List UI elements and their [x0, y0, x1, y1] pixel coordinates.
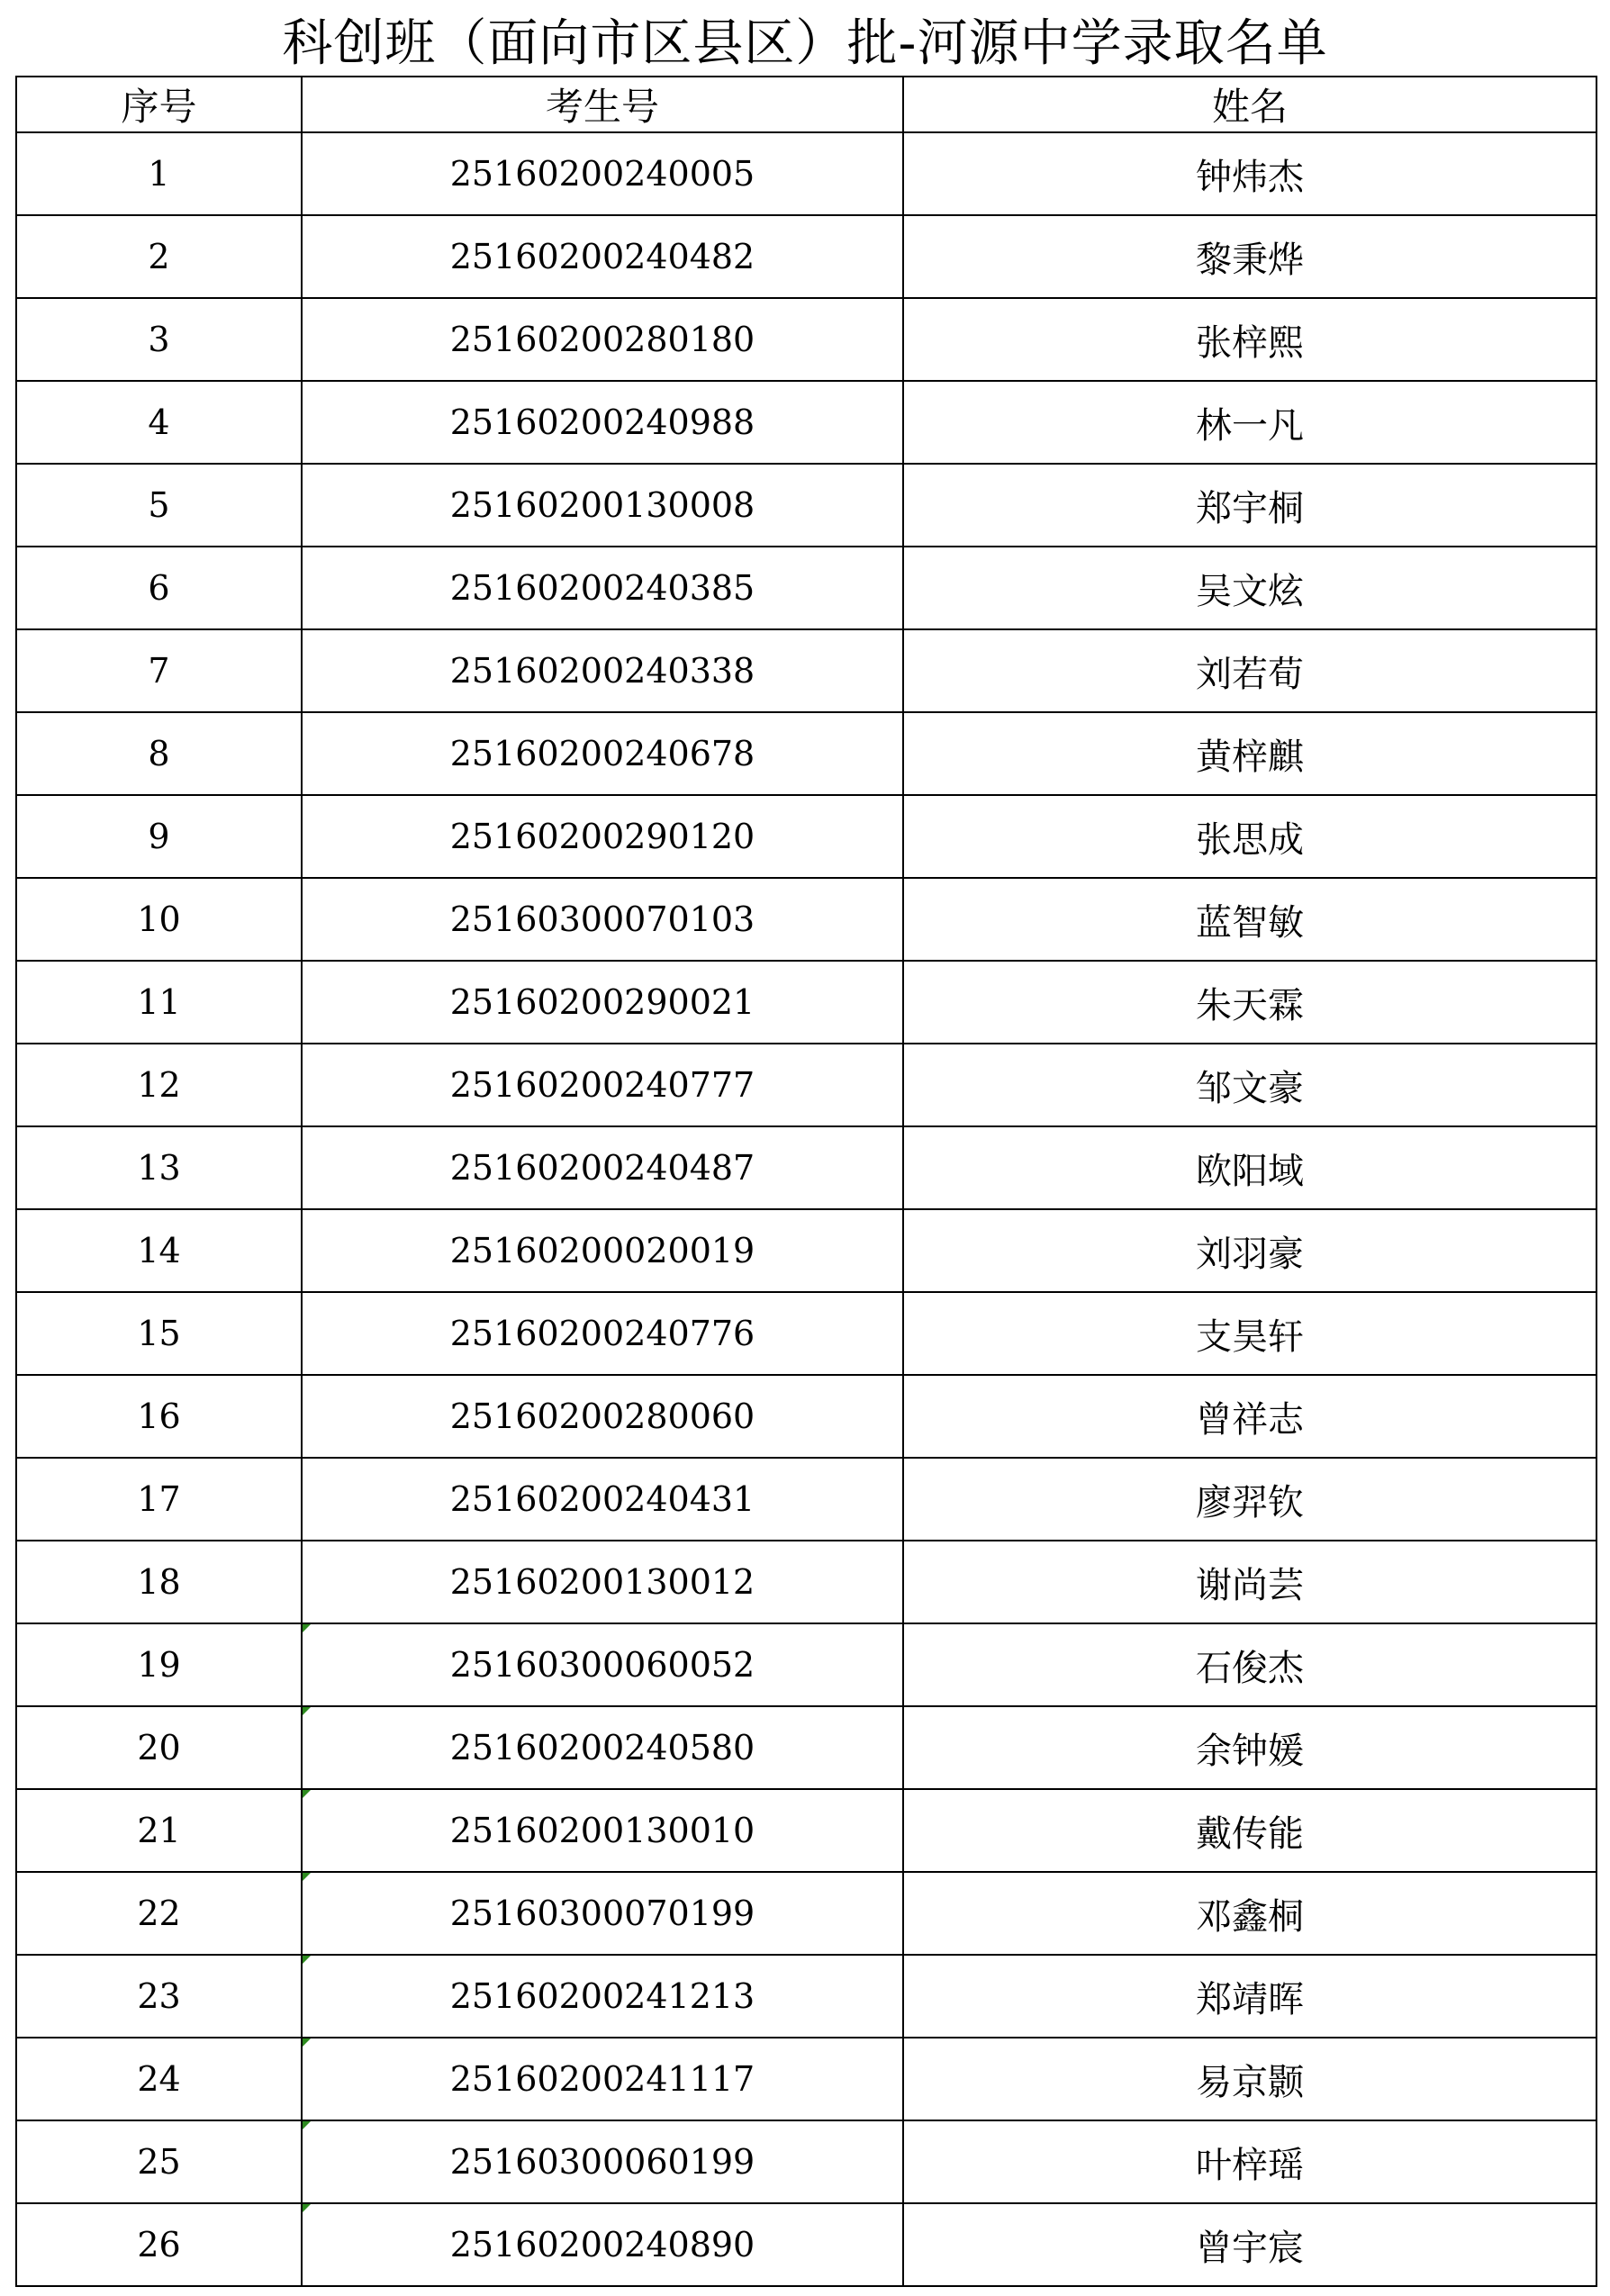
table-row	[16, 547, 1596, 629]
table-row	[16, 1789, 1596, 1872]
exam-no-text: 25160200241117	[449, 2059, 755, 2099]
table-row	[16, 132, 1596, 215]
number-stored-as-text-flag-icon	[303, 1707, 311, 1715]
cell-name: 叶梓瑶	[903, 2120, 1596, 2203]
table-row	[16, 961, 1596, 1044]
cell-name: 郑靖晖	[903, 1955, 1596, 2038]
cell-index: 11	[16, 961, 302, 1044]
cell-exam-no	[302, 1789, 903, 1872]
table-row	[16, 381, 1596, 464]
header-exam-no: 考生号	[302, 77, 903, 132]
exam-no-text: 25160200130012	[449, 1562, 755, 1602]
cell-exam-no	[302, 961, 903, 1044]
cell-exam-no	[302, 132, 903, 215]
cell-name: 黄梓麒	[903, 712, 1596, 795]
cell-index: 18	[16, 1541, 302, 1623]
admission-table	[15, 76, 1597, 2287]
table-row	[16, 629, 1596, 712]
exam-no-text: 25160300070199	[449, 1894, 755, 1933]
exam-no-text: 25160200240678	[449, 734, 755, 773]
table-row	[16, 1458, 1596, 1541]
cell-index: 20	[16, 1706, 302, 1789]
cell-name: 吴文炫	[903, 547, 1596, 629]
cell-exam-no	[302, 2038, 903, 2120]
number-stored-as-text-flag-icon	[303, 2038, 311, 2047]
table-row	[16, 1044, 1596, 1126]
cell-name: 廖羿钦	[903, 1458, 1596, 1541]
cell-index: 3	[16, 298, 302, 381]
table-body	[16, 132, 1596, 2286]
number-stored-as-text-flag-icon	[303, 1873, 311, 1881]
cell-name: 邓鑫桐	[903, 1872, 1596, 1955]
table-header-row	[16, 77, 1596, 132]
cell-index: 21	[16, 1789, 302, 1872]
exam-no-text: 25160200241213	[449, 1976, 755, 2016]
exam-no-text: 25160200240777	[449, 1065, 755, 1105]
cell-exam-no	[302, 2120, 903, 2203]
cell-index: 7	[16, 629, 302, 712]
page-title: 科创班（面向市区县区）批-河源中学录取名单	[282, 14, 1328, 73]
cell-name: 钟炜杰	[903, 132, 1596, 215]
table-row	[16, 712, 1596, 795]
cell-exam-no	[302, 1044, 903, 1126]
table-row	[16, 1872, 1596, 1955]
cell-index: 5	[16, 464, 302, 547]
exam-no-text: 25160200240776	[449, 1314, 755, 1353]
table-row	[16, 878, 1596, 961]
cell-name: 黎秉烨	[903, 215, 1596, 298]
cell-name: 欧阳域	[903, 1126, 1596, 1209]
exam-no-text: 25160200290021	[449, 982, 755, 1022]
cell-index: 2	[16, 215, 302, 298]
cell-exam-no	[302, 1209, 903, 1292]
cell-index: 24	[16, 2038, 302, 2120]
cell-exam-no	[302, 1955, 903, 2038]
cell-name: 戴传能	[903, 1789, 1596, 1872]
exam-no-text: 25160200020019	[449, 1231, 755, 1270]
cell-name: 刘羽豪	[903, 1209, 1596, 1292]
table-row	[16, 1955, 1596, 2038]
exam-no-text: 25160300060199	[449, 2142, 755, 2182]
cell-name: 石俊杰	[903, 1623, 1596, 1706]
exam-no-text: 25160200130008	[449, 485, 755, 525]
table-row	[16, 1292, 1596, 1375]
cell-index: 17	[16, 1458, 302, 1541]
cell-exam-no	[302, 629, 903, 712]
table-row	[16, 464, 1596, 547]
cell-exam-no	[302, 2203, 903, 2286]
exam-no-text: 25160200240487	[449, 1148, 755, 1188]
number-stored-as-text-flag-icon	[303, 1624, 311, 1632]
table-row	[16, 215, 1596, 298]
cell-exam-no	[302, 1541, 903, 1623]
exam-no-text: 25160300070103	[449, 899, 755, 939]
cell-name: 郑宇桐	[903, 464, 1596, 547]
cell-exam-no	[302, 1126, 903, 1209]
exam-no-text: 25160200130010	[449, 1811, 755, 1850]
cell-exam-no	[302, 381, 903, 464]
cell-index: 8	[16, 712, 302, 795]
cell-name: 刘若荀	[903, 629, 1596, 712]
table-row	[16, 1209, 1596, 1292]
cell-name: 易京颢	[903, 2038, 1596, 2120]
cell-exam-no	[302, 878, 903, 961]
number-stored-as-text-flag-icon	[303, 1790, 311, 1798]
header-name: 姓名	[903, 77, 1596, 132]
table-row	[16, 298, 1596, 381]
exam-no-text: 25160200240482	[449, 237, 755, 276]
number-stored-as-text-flag-icon	[303, 1956, 311, 1964]
exam-no-text: 25160200240338	[449, 651, 755, 691]
cell-exam-no	[302, 1872, 903, 1955]
exam-no-text: 25160200240988	[449, 402, 755, 442]
cell-exam-no	[302, 795, 903, 878]
cell-name: 邹文豪	[903, 1044, 1596, 1126]
table-row	[16, 2038, 1596, 2120]
exam-no-text: 25160200240890	[449, 2225, 755, 2264]
exam-no-text: 25160200240580	[449, 1728, 755, 1767]
cell-index: 13	[16, 1126, 302, 1209]
table-row	[16, 1541, 1596, 1623]
table-row	[16, 2120, 1596, 2203]
cell-index: 10	[16, 878, 302, 961]
cell-index: 16	[16, 1375, 302, 1458]
cell-name: 曾祥志	[903, 1375, 1596, 1458]
cell-exam-no	[302, 547, 903, 629]
cell-index: 25	[16, 2120, 302, 2203]
cell-index: 4	[16, 381, 302, 464]
cell-exam-no	[302, 1292, 903, 1375]
number-stored-as-text-flag-icon	[303, 2204, 311, 2212]
table-row	[16, 1375, 1596, 1458]
cell-index: 26	[16, 2203, 302, 2286]
cell-exam-no	[302, 712, 903, 795]
cell-name: 支昊轩	[903, 1292, 1596, 1375]
table-row	[16, 1706, 1596, 1789]
cell-exam-no	[302, 215, 903, 298]
cell-name: 蓝智敏	[903, 878, 1596, 961]
cell-exam-no	[302, 1706, 903, 1789]
exam-no-text: 25160200240005	[449, 154, 755, 194]
cell-name: 曾宇宸	[903, 2203, 1596, 2286]
exam-no-text: 25160300060052	[449, 1645, 755, 1685]
header-index: 序号	[16, 77, 302, 132]
exam-no-text: 25160200240431	[449, 1479, 755, 1519]
cell-index: 14	[16, 1209, 302, 1292]
table-row	[16, 2203, 1596, 2286]
cell-index: 9	[16, 795, 302, 878]
cell-name: 张梓熙	[903, 298, 1596, 381]
cell-exam-no	[302, 298, 903, 381]
number-stored-as-text-flag-icon	[303, 2121, 311, 2129]
table-row	[16, 1126, 1596, 1209]
cell-exam-no	[302, 1458, 903, 1541]
cell-name: 朱天霖	[903, 961, 1596, 1044]
cell-exam-no	[302, 1623, 903, 1706]
cell-name: 余钟媛	[903, 1706, 1596, 1789]
cell-index: 1	[16, 132, 302, 215]
exam-no-text: 25160200280060	[449, 1397, 755, 1436]
cell-exam-no	[302, 464, 903, 547]
cell-index: 22	[16, 1872, 302, 1955]
exam-no-text: 25160200240385	[449, 568, 755, 608]
cell-name: 谢尚芸	[903, 1541, 1596, 1623]
cell-index: 15	[16, 1292, 302, 1375]
cell-index: 6	[16, 547, 302, 629]
cell-exam-no	[302, 1375, 903, 1458]
table-row	[16, 795, 1596, 878]
exam-no-text: 25160200290120	[449, 817, 755, 856]
cell-name: 林一凡	[903, 381, 1596, 464]
cell-index: 23	[16, 1955, 302, 2038]
exam-no-text: 25160200280180	[449, 320, 755, 359]
table-row	[16, 1623, 1596, 1706]
cell-index: 19	[16, 1623, 302, 1706]
cell-index: 12	[16, 1044, 302, 1126]
cell-name: 张思成	[903, 795, 1596, 878]
